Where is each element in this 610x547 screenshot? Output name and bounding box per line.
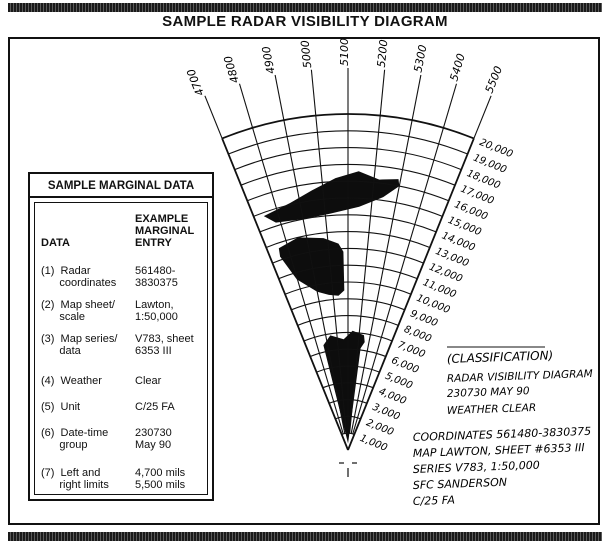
marginal-row-label: (4) Weather	[41, 375, 102, 387]
marginal-row-label: (5) Unit	[41, 401, 81, 413]
note-line: WEATHER CLEAR	[446, 401, 537, 417]
classification-note: (CLASSIFICATION)	[446, 348, 554, 366]
marginal-row-label: (3) Map series/ data	[41, 333, 118, 357]
range-label: 12,000	[427, 261, 464, 285]
series-note: SERIES V783, 1:50,000	[412, 458, 540, 476]
map-note: MAP LAWTON, SHEET #6353 III	[412, 441, 585, 460]
marginal-row-value: Clear	[135, 375, 162, 387]
range-label: 17,000	[458, 183, 496, 208]
marginal-title: SAMPLE MARGINAL DATA	[30, 174, 212, 198]
azimuth-label: 4800	[221, 54, 242, 85]
sfc-note: SFC SANDERSON	[412, 475, 508, 492]
bottom-border-bar	[8, 532, 602, 541]
marginal-row-label: (7) Left and right limits	[41, 467, 109, 491]
note-line: RADAR VISIBILITY DIAGRAM	[446, 367, 593, 385]
range-label: 1,000	[358, 433, 389, 454]
azimuth-label: 5300	[411, 43, 430, 74]
range-label: 9,000	[408, 308, 440, 330]
azimuth-label: 5000	[298, 39, 315, 69]
range-label: 18,000	[465, 168, 502, 192]
range-label: 19,000	[471, 152, 509, 176]
range-label: 11,000	[421, 277, 458, 301]
range-label: 15,000	[446, 214, 483, 239]
range-label: 14,000	[439, 230, 477, 254]
marginal-row-value: 4,700 mils 5,500 mils	[135, 467, 186, 491]
azimuth-label: 5200	[374, 38, 391, 69]
azimuth-label: 5500	[482, 64, 506, 96]
page-title: SAMPLE RADAR VISIBILITY DIAGRAM	[162, 13, 448, 30]
azimuth-label: 5400	[447, 52, 468, 83]
range-label: 5,000	[383, 370, 415, 392]
marginal-row-label: (6) Date-time group	[41, 427, 109, 451]
coordinates-note: COORDINATES 561480-3830375	[412, 424, 592, 444]
note-line: 230730 MAY 90	[446, 385, 530, 400]
marginal-row-label: (2) Map sheet/ scale	[41, 299, 115, 323]
marginal-row-value: C/25 FA	[135, 401, 175, 413]
range-label: 13,000	[433, 246, 471, 270]
column-header-data: DATA	[41, 237, 70, 249]
range-label: 4,000	[377, 386, 408, 408]
range-label: 3,000	[370, 401, 402, 423]
range-label: 10,000	[414, 292, 452, 317]
range-label: 8,000	[402, 323, 433, 345]
range-label: 6,000	[389, 355, 421, 377]
marginal-row-label: (1) Radar coordinates	[41, 265, 117, 289]
range-label: 16,000	[452, 199, 490, 223]
unit-note: C/25 FA	[412, 493, 456, 508]
range-label: 7,000	[395, 339, 427, 361]
marginal-row-value: 561480- 3830375	[135, 265, 178, 289]
marginal-row-value: V783, sheet 6353 III	[135, 333, 194, 357]
azimuth-label: 4700	[184, 66, 207, 98]
marginal-row-value: Lawton, 1:50,000	[135, 299, 178, 323]
range-label: 2,000	[364, 417, 396, 439]
marginal-row-value: 230730 May 90	[135, 427, 172, 451]
azimuth-label: 4900	[259, 44, 278, 75]
azimuth-label: 5100	[338, 38, 351, 66]
range-label: 20,000	[477, 137, 515, 161]
column-header-entry: EXAMPLE MARGINAL ENTRY	[135, 213, 195, 249]
